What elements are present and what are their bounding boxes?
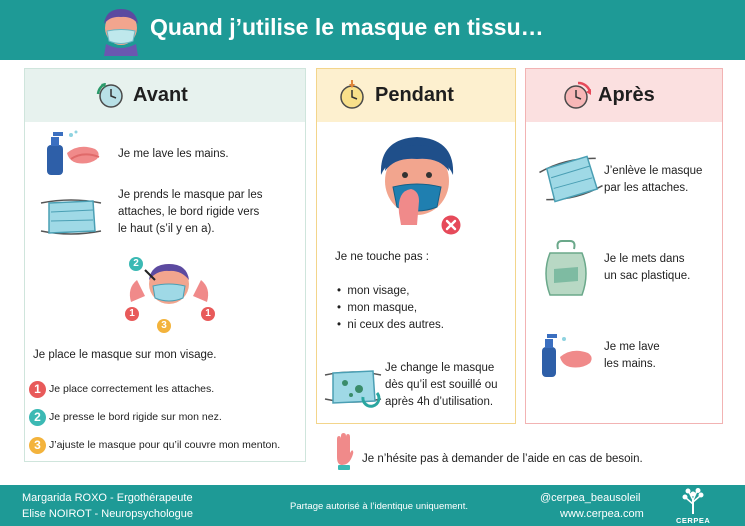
apres-step-wash-line1: Je me lave <box>604 341 660 353</box>
pendant-bullet-3: • ni ceux des autres. <box>337 319 444 331</box>
column-pendant <box>316 68 516 424</box>
apres-step-remove-line1: J’enlève le masque <box>604 165 703 177</box>
plastic-bag-icon <box>542 239 590 299</box>
sub-step-text-3: J’ajuste le masque pour qu’il couvre mon menton. <box>49 439 281 451</box>
apres-step-wash-line2: les mains. <box>604 358 656 370</box>
footer-social-handle[interactable]: @cerpea_beausoleil <box>540 492 641 504</box>
tree-logo-icon <box>680 488 706 514</box>
dirty-mask-icon <box>323 365 383 411</box>
sub-step-number-3: 3 <box>29 437 46 454</box>
hand-wash-icon <box>41 129 103 177</box>
column-pendant-title: Pendant <box>375 84 454 106</box>
apres-step-remove-line2: par les attaches. <box>604 182 689 194</box>
pendant-bullet-1-text: mon visage, <box>347 285 410 297</box>
mask-icon <box>538 151 604 207</box>
sub-step-number-1: 1 <box>29 381 46 398</box>
column-avant <box>24 68 306 462</box>
pendant-bullet-1: • mon visage, <box>337 285 410 297</box>
page-title: Quand j’utilise le masque en tissu… <box>150 14 544 40</box>
column-apres <box>525 68 723 424</box>
pendant-intro: Je ne touche pas : <box>335 251 429 263</box>
pendant-change-line1: Je change le masque <box>385 362 495 374</box>
diagram-number-1-left: 1 <box>125 307 139 321</box>
clock-icon <box>562 80 592 110</box>
avant-step-wash: Je me lave les mains. <box>118 148 229 160</box>
pendant-change-line3: après 4h d’utilisation. <box>385 396 494 408</box>
apres-step-bag-line2: un sac plastique. <box>604 270 691 282</box>
diagram-number-3: 3 <box>157 319 171 333</box>
child-mask-icon <box>98 6 144 56</box>
avant-step-hold-line3: le haut (s’il y en a). <box>118 223 215 235</box>
clock-icon <box>337 80 367 110</box>
avant-step-place: Je place le masque sur mon visage. <box>33 349 217 361</box>
column-avant-title: Avant <box>133 84 188 106</box>
diagram-number-2: 2 <box>129 257 143 271</box>
footer-author-1: Margarida ROXO - Ergothérapeute <box>22 492 193 504</box>
footer-license: Partage autorisé à l’identique uniquement. <box>290 501 468 512</box>
avant-step-hold-line1: Je prends le masque par les <box>118 189 263 201</box>
sub-step-text-2: Je presse le bord rigide sur mon nez. <box>49 411 222 423</box>
column-apres-title: Après <box>598 84 655 106</box>
footer-author-2: Elise NOIROT - Neuropsychologue <box>22 508 193 520</box>
hand-wash-icon <box>536 331 598 379</box>
raised-hand-icon <box>334 433 354 471</box>
no-icon <box>441 215 461 235</box>
pendant-bullet-2-text: mon masque, <box>347 302 418 314</box>
pendant-change-line2: dès qu’il est souillé ou <box>385 379 498 391</box>
diagram-number-1-right: 1 <box>201 307 215 321</box>
pendant-bullet-3-text: ni ceux des autres. <box>347 319 444 331</box>
column-avant-header <box>25 69 305 122</box>
help-message: Je n’hésite pas à demander de l’aide en cas de besoin. <box>362 453 643 465</box>
avant-step-hold-line2: attaches, le bord rigide vers <box>118 206 260 218</box>
footer-website-link[interactable]: www.cerpea.com <box>560 508 644 520</box>
mask-icon <box>37 195 105 239</box>
header-banner <box>0 0 745 60</box>
clock-icon <box>95 80 125 110</box>
sub-step-text-1: Je place correctement les attaches. <box>49 383 215 395</box>
sub-step-number-2: 2 <box>29 409 46 426</box>
column-pendant-header <box>317 69 515 122</box>
footer-banner <box>0 485 745 526</box>
column-apres-header <box>526 69 722 122</box>
apres-step-bag-line1: Je le mets dans <box>604 253 685 265</box>
footer-logo-text: CERPEA <box>676 516 711 525</box>
pendant-bullet-2: • mon masque, <box>337 302 418 314</box>
